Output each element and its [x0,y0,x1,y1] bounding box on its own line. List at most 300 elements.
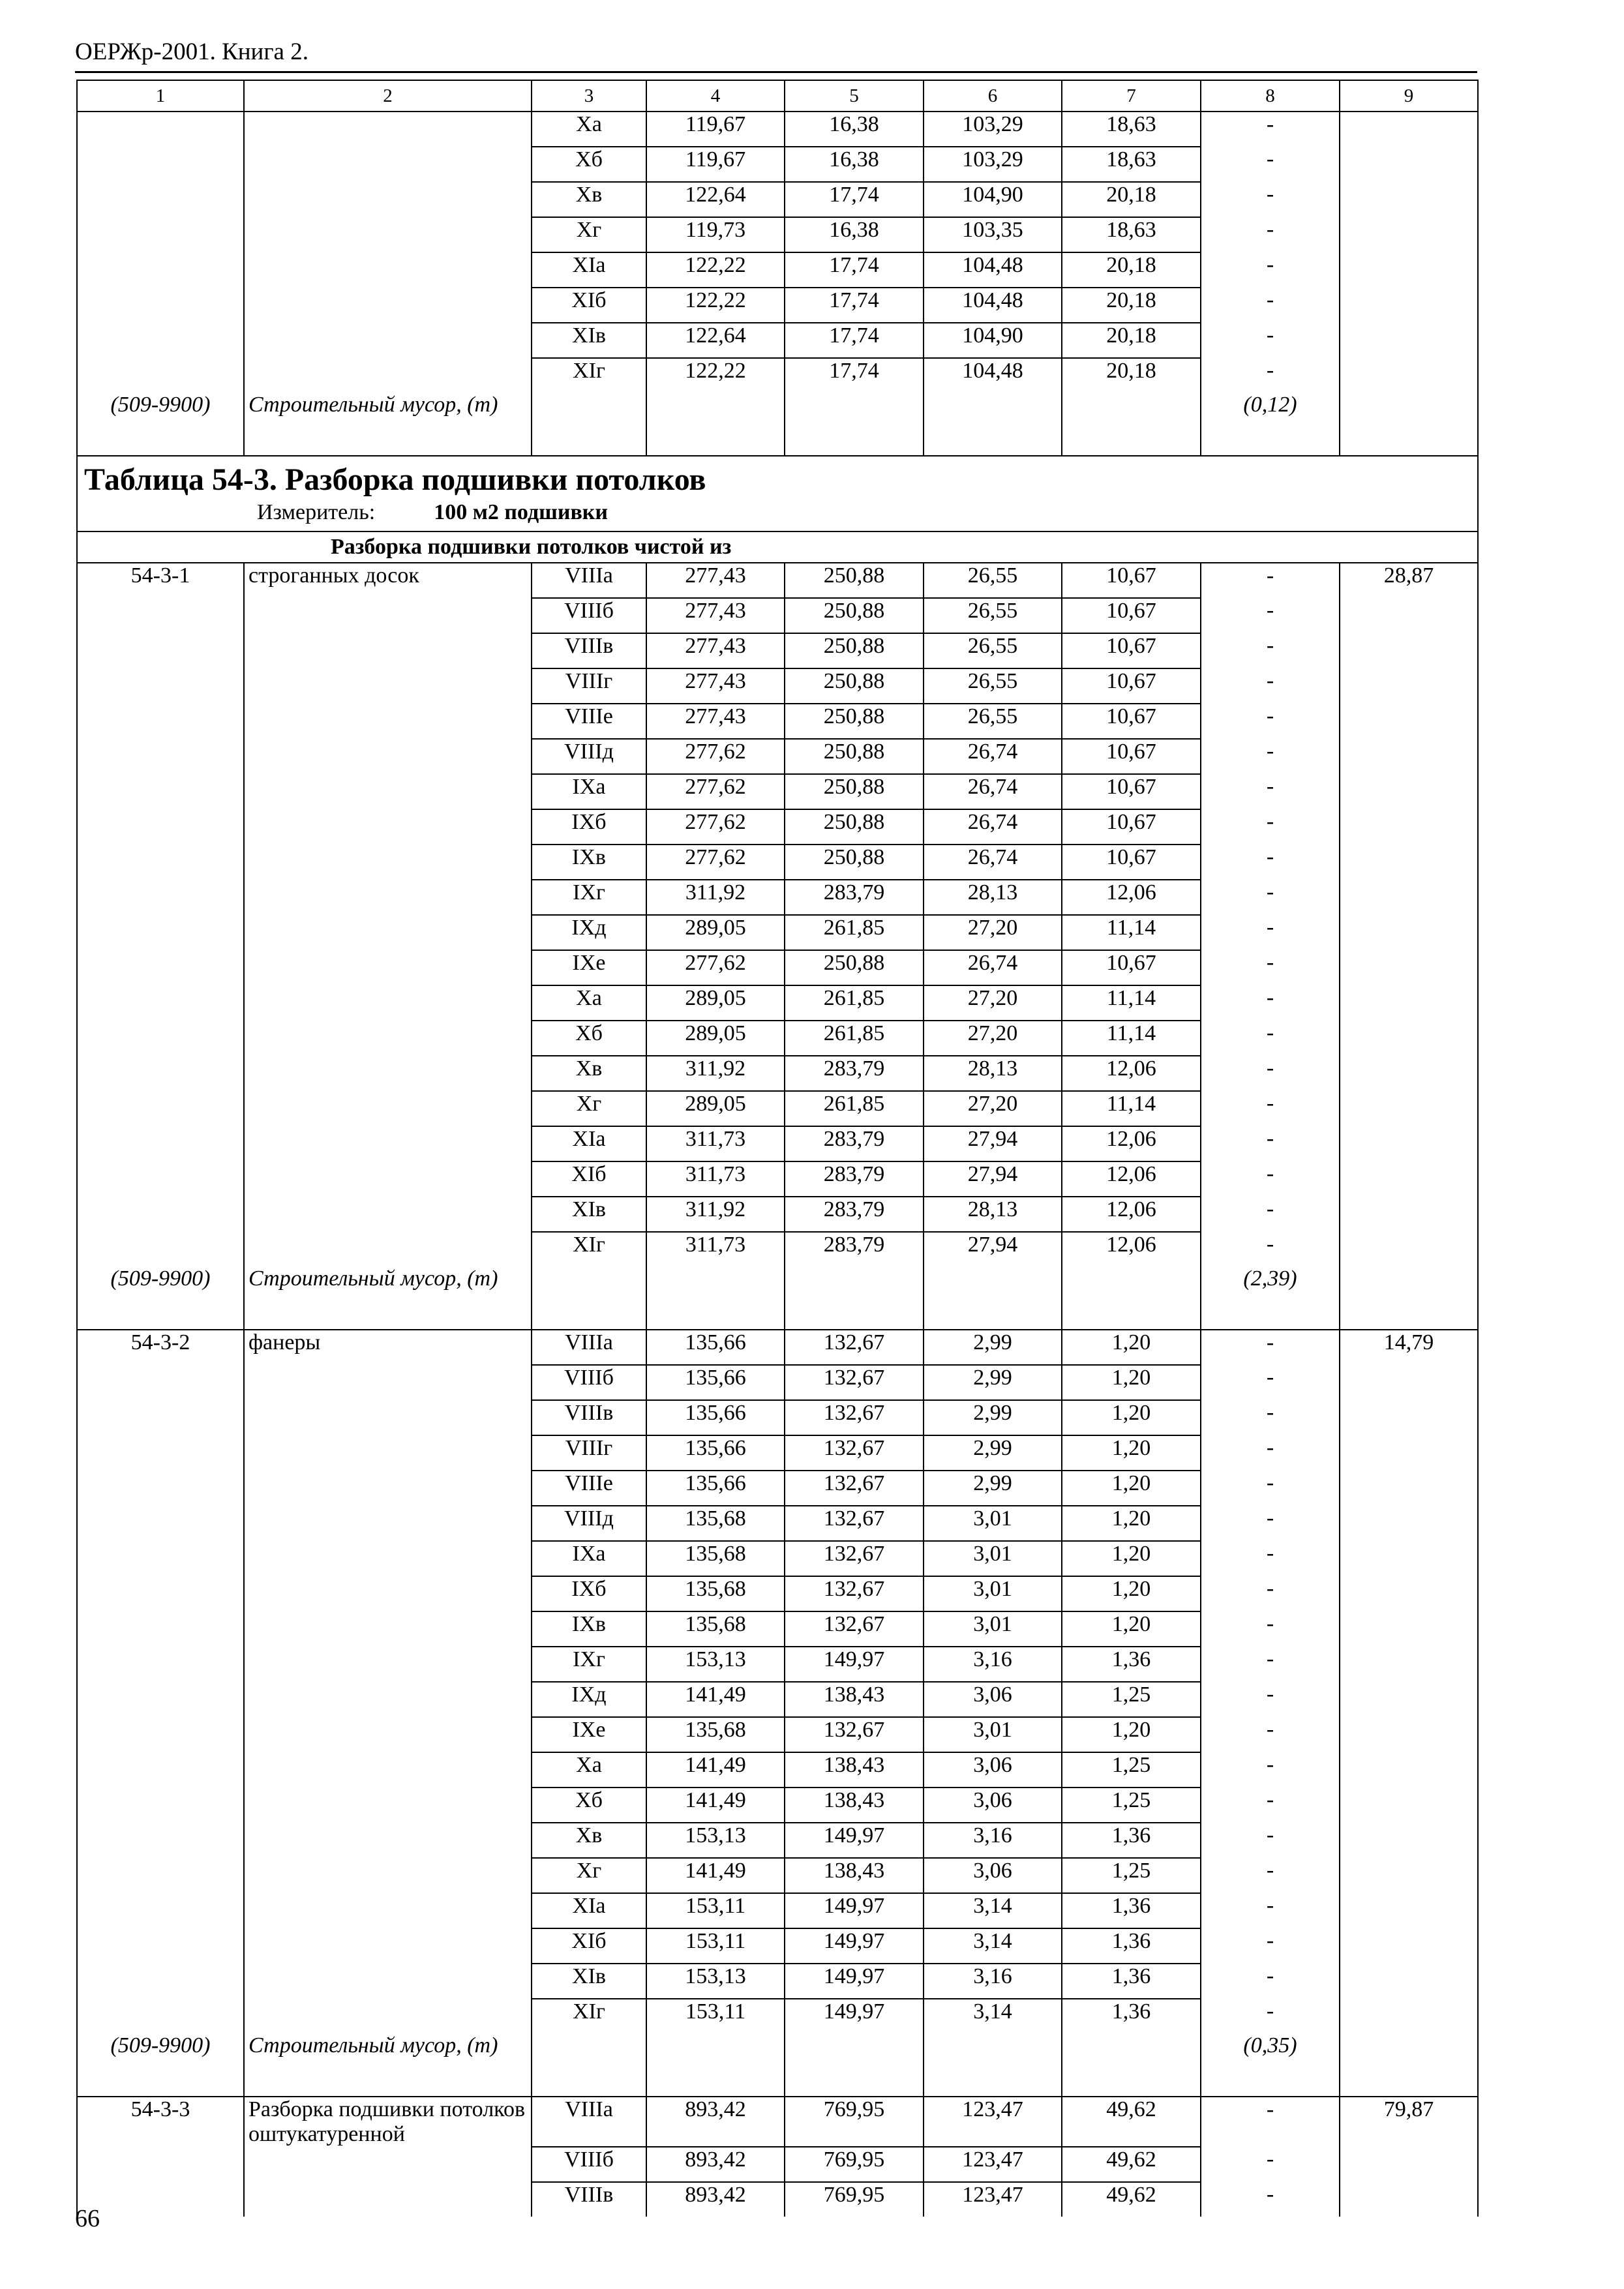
resource-name: Строительный мусор, (т) [244,393,532,456]
measure-value: 100 м2 подшивки [434,500,608,524]
labor-cost [1340,809,1478,845]
value-cell: 2,99 [924,1365,1062,1400]
value-cell: 11,14 [1062,985,1201,1021]
value-cell: 153,11 [646,1893,785,1928]
value-cell: 2,99 [924,1435,1062,1471]
value-cell: 20,18 [1062,323,1201,358]
table-title-row [77,456,1478,531]
empty-cell [924,393,1062,456]
value-cell: 149,97 [785,1928,924,1964]
table-row [77,1788,1478,1823]
value-cell: - [1201,1161,1340,1197]
table-row [77,112,1478,147]
value-cell: 153,11 [646,1999,785,2033]
zone-cell: XIв [532,1964,646,1999]
value-cell: 1,20 [1062,1717,1201,1752]
work-name [244,739,532,774]
value-cell: 3,16 [924,1647,1062,1682]
rate-code [77,2147,244,2182]
value-cell: 1,20 [1062,1611,1201,1647]
value-cell: 26,55 [924,668,1062,704]
value-cell: 122,22 [646,252,785,288]
value-cell: 1,25 [1062,1752,1201,1788]
resource-value: (0,35) [1201,2033,1340,2097]
empty-cell [532,393,646,456]
zone-cell: Xг [532,1858,646,1893]
value-cell: 18,63 [1062,112,1201,147]
work-name [244,1056,532,1091]
rate-code: 54-3-3 [77,2097,244,2147]
value-cell: 138,43 [785,1788,924,1823]
rate-code [77,1541,244,1576]
value-cell: 10,67 [1062,845,1201,880]
zone-cell: IXе [532,1717,646,1752]
empty-cell [1340,1266,1478,1330]
section-title-row [77,531,1478,563]
rate-code [77,147,244,182]
value-cell: - [1201,563,1340,598]
value-cell: 289,05 [646,915,785,950]
table-row [77,739,1478,774]
value-cell: 769,95 [785,2147,924,2182]
zone-cell: Xв [532,182,646,217]
table-row [77,1717,1478,1752]
value-cell: - [1201,252,1340,288]
zone-cell: Xа [532,985,646,1021]
value-cell: - [1201,217,1340,252]
column-number: 5 [785,80,924,112]
rate-code [77,704,244,739]
value-cell: 3,01 [924,1611,1062,1647]
value-cell: 17,74 [785,323,924,358]
value-cell: 135,68 [646,1541,785,1576]
value-cell: 12,06 [1062,1056,1201,1091]
value-cell: - [1201,2147,1340,2182]
value-cell: - [1201,1647,1340,1682]
table-row [77,1056,1478,1091]
labor-cost [1340,1091,1478,1126]
value-cell: 1,20 [1062,1541,1201,1576]
labor-cost [1340,668,1478,704]
work-name: строганных досок [244,563,532,598]
work-name [244,1400,532,1435]
value-cell: 311,92 [646,1197,785,1232]
debris-row [77,1266,1478,1330]
labor-cost [1340,1021,1478,1056]
labor-cost [1340,1999,1478,2033]
empty-cell [1062,393,1201,456]
value-cell: - [1201,1893,1340,1928]
work-name [244,1964,532,1999]
value-cell: 1,20 [1062,1400,1201,1435]
rate-code [77,1576,244,1611]
table-row [77,323,1478,358]
resource-value: (0,12) [1201,393,1340,456]
value-cell: 26,74 [924,739,1062,774]
rate-code [77,1365,244,1400]
zone-cell: Xа [532,1752,646,1788]
table-row [77,1400,1478,1435]
labor-cost: 28,87 [1340,563,1478,598]
rate-code [77,288,244,323]
value-cell: 893,42 [646,2147,785,2182]
labor-cost [1340,1893,1478,1928]
value-cell: - [1201,950,1340,985]
value-cell: 261,85 [785,1021,924,1056]
zone-cell: XIа [532,1893,646,1928]
rate-code [77,1021,244,1056]
work-name [244,915,532,950]
zone-cell: IXг [532,880,646,915]
empty-cell [785,2033,924,2097]
rate-code [77,668,244,704]
work-name: Разборка подшивки потолков оштукатуренной [244,2097,532,2147]
table-row [77,809,1478,845]
work-name [244,252,532,288]
work-name [244,1893,532,1928]
work-name [244,1647,532,1682]
empty-cell [1340,2033,1478,2097]
value-cell: 135,68 [646,1717,785,1752]
rate-code [77,1717,244,1752]
value-cell: 122,22 [646,288,785,323]
value-cell: - [1201,1330,1340,1365]
value-cell: 893,42 [646,2182,785,2217]
labor-cost [1340,1471,1478,1506]
zone-cell: XIв [532,323,646,358]
value-cell: 135,66 [646,1365,785,1400]
value-cell: 1,20 [1062,1471,1201,1506]
labor-cost [1340,1717,1478,1752]
value-cell: 135,66 [646,1471,785,1506]
value-cell: 104,48 [924,288,1062,323]
value-cell: - [1201,1365,1340,1400]
value-cell: - [1201,1823,1340,1858]
resource-name: Строительный мусор, (т) [244,2033,532,2097]
rate-code [77,1823,244,1858]
value-cell: 132,67 [785,1330,924,1365]
value-cell: - [1201,880,1340,915]
value-cell: 141,49 [646,1682,785,1717]
table-row [77,1161,1478,1197]
labor-cost [1340,915,1478,950]
rate-code [77,1611,244,1647]
zone-cell: VIIIе [532,1471,646,1506]
work-name [244,845,532,880]
empty-cell [785,393,924,456]
work-name [244,598,532,633]
labor-cost [1340,1400,1478,1435]
zone-cell: XIб [532,1928,646,1964]
rate-code [77,1232,244,1266]
value-cell: 10,67 [1062,598,1201,633]
debris-row [77,2033,1478,2097]
rate-code [77,633,244,668]
zone-cell: Xг [532,1091,646,1126]
resource-code: (509-9900) [77,393,244,456]
labor-cost [1340,1435,1478,1471]
value-cell: 12,06 [1062,880,1201,915]
value-cell: - [1201,112,1340,147]
rate-code [77,1647,244,1682]
value-cell: 26,74 [924,950,1062,985]
table-title: Таблица 54-3. Разборка подшивки потолков [84,462,706,497]
rate-code [77,1091,244,1126]
work-name [244,323,532,358]
zone-cell: VIIIа [532,2097,646,2147]
labor-cost [1340,1576,1478,1611]
value-cell: 2,99 [924,1471,1062,1506]
zone-cell: Xв [532,1056,646,1091]
value-cell: 283,79 [785,1056,924,1091]
value-cell: 10,67 [1062,739,1201,774]
table-row [77,1541,1478,1576]
value-cell: 11,14 [1062,915,1201,950]
table-row [77,1858,1478,1893]
value-cell: - [1201,358,1340,393]
value-cell: 311,73 [646,1161,785,1197]
table-row [77,950,1478,985]
labor-cost [1340,1126,1478,1161]
value-cell: 123,47 [924,2182,1062,2217]
zone-cell: VIIIб [532,1365,646,1400]
rate-code [77,598,244,633]
labor-cost [1340,252,1478,288]
table-row [77,1021,1478,1056]
empty-cell [532,1266,646,1330]
value-cell: - [1201,1682,1340,1717]
value-cell: 311,73 [646,1232,785,1266]
value-cell: - [1201,1999,1340,2033]
value-cell: 123,47 [924,2147,1062,2182]
table-row [77,563,1478,598]
rate-code [77,1471,244,1506]
value-cell: 149,97 [785,1893,924,1928]
value-cell: - [1201,1541,1340,1576]
rate-code [77,809,244,845]
labor-cost [1340,704,1478,739]
labor-cost [1340,1506,1478,1541]
zone-cell: IXа [532,1541,646,1576]
table-row [77,182,1478,217]
value-cell: 3,01 [924,1506,1062,1541]
value-cell: - [1201,1400,1340,1435]
value-cell: 1,36 [1062,1823,1201,1858]
value-cell: 1,36 [1062,1928,1201,1964]
value-cell: 27,20 [924,1021,1062,1056]
column-number: 6 [924,80,1062,112]
value-cell: 250,88 [785,563,924,598]
value-cell: 12,06 [1062,1232,1201,1266]
value-cell: 261,85 [785,985,924,1021]
value-cell: 27,20 [924,1091,1062,1126]
value-cell: 153,13 [646,1823,785,1858]
value-cell: 18,63 [1062,217,1201,252]
value-cell: 10,67 [1062,950,1201,985]
work-name [244,1788,532,1823]
labor-cost: 79,87 [1340,2097,1478,2147]
value-cell: 283,79 [785,1232,924,1266]
zone-cell: VIIIд [532,739,646,774]
value-cell: - [1201,739,1340,774]
rate-code [77,1506,244,1541]
value-cell: 141,49 [646,1858,785,1893]
labor-cost [1340,880,1478,915]
work-name: фанеры [244,1330,532,1365]
value-cell: 104,90 [924,323,1062,358]
value-cell: 103,35 [924,217,1062,252]
value-cell: 104,48 [924,358,1062,393]
value-cell: 1,36 [1062,1647,1201,1682]
table-row [77,1964,1478,1999]
table-row [77,1928,1478,1964]
empty-cell [646,2033,785,2097]
work-name [244,1365,532,1400]
table-row [77,1471,1478,1506]
work-name [244,1506,532,1541]
column-number: 9 [1340,80,1478,112]
value-cell: 10,67 [1062,809,1201,845]
work-name [244,1232,532,1266]
work-name [244,1576,532,1611]
value-cell: 122,64 [646,323,785,358]
zone-cell: Xа [532,112,646,147]
zone-cell: VIIIа [532,563,646,598]
empty-cell [532,2033,646,2097]
value-cell: 12,06 [1062,1161,1201,1197]
labor-cost [1340,774,1478,809]
work-name [244,1021,532,1056]
value-cell: - [1201,1021,1340,1056]
value-cell: 26,74 [924,809,1062,845]
value-cell: 153,13 [646,1647,785,1682]
value-cell: - [1201,1232,1340,1266]
work-name [244,774,532,809]
value-cell: 26,55 [924,563,1062,598]
value-cell: 3,06 [924,1858,1062,1893]
value-cell: 250,88 [785,809,924,845]
value-cell: 1,20 [1062,1435,1201,1471]
resource-value: (2,39) [1201,1266,1340,1330]
value-cell: 3,01 [924,1576,1062,1611]
labor-cost [1340,1197,1478,1232]
value-cell: 26,55 [924,633,1062,668]
table-row [77,668,1478,704]
zone-cell: IXд [532,915,646,950]
labor-cost [1340,598,1478,633]
debris-row [77,393,1478,456]
value-cell: 3,14 [924,1893,1062,1928]
work-name [244,112,532,147]
column-number: 2 [244,80,532,112]
rate-code [77,1788,244,1823]
rate-code [77,1964,244,1999]
measure-label: Измеритель: [257,500,376,524]
value-cell: - [1201,1717,1340,1752]
value-cell: 26,74 [924,774,1062,809]
value-cell: 132,67 [785,1611,924,1647]
zone-cell: IXб [532,1576,646,1611]
value-cell: 135,66 [646,1435,785,1471]
value-cell: 27,20 [924,985,1062,1021]
work-name [244,950,532,985]
work-name [244,1541,532,1576]
value-cell: - [1201,1576,1340,1611]
work-name [244,1126,532,1161]
rate-code: 54-3-1 [77,563,244,598]
zone-cell: Xб [532,1021,646,1056]
work-name [244,668,532,704]
labor-cost [1340,1365,1478,1400]
labor-cost [1340,323,1478,358]
empty-cell [924,2033,1062,2097]
table-row [77,1576,1478,1611]
zone-cell: VIIIв [532,633,646,668]
value-cell: 49,62 [1062,2147,1201,2182]
value-cell: 18,63 [1062,147,1201,182]
value-cell: - [1201,1197,1340,1232]
value-cell: 277,62 [646,950,785,985]
labor-cost [1340,1647,1478,1682]
rate-code [77,1682,244,1717]
table-row [77,252,1478,288]
value-cell: 27,94 [924,1126,1062,1161]
work-name [244,288,532,323]
value-cell: 104,90 [924,182,1062,217]
value-cell: 311,92 [646,880,785,915]
work-name [244,1682,532,1717]
value-cell: 132,67 [785,1506,924,1541]
value-cell: 153,11 [646,1928,785,1964]
header-rule [75,71,1477,73]
work-name [244,809,532,845]
labor-cost [1340,1056,1478,1091]
value-cell: 138,43 [785,1752,924,1788]
zone-cell: IXе [532,950,646,985]
value-cell: 104,48 [924,252,1062,288]
value-cell: 250,88 [785,774,924,809]
rates-table [76,80,1479,2217]
zone-cell: XIг [532,1999,646,2033]
labor-cost [1340,1611,1478,1647]
value-cell: 277,62 [646,739,785,774]
value-cell: 135,68 [646,1611,785,1647]
value-cell: 149,97 [785,1964,924,1999]
work-name [244,1823,532,1858]
zone-cell: XIб [532,288,646,323]
rate-code [77,182,244,217]
rate-code [77,323,244,358]
value-cell: - [1201,704,1340,739]
table-row [77,633,1478,668]
table-row [77,845,1478,880]
table-row [77,915,1478,950]
value-cell: 149,97 [785,1647,924,1682]
rate-code [77,1056,244,1091]
value-cell: 17,74 [785,252,924,288]
labor-cost [1340,1964,1478,1999]
work-name [244,217,532,252]
value-cell: 289,05 [646,985,785,1021]
work-name [244,1928,532,1964]
value-cell: 1,25 [1062,1682,1201,1717]
zone-cell: VIIIв [532,1400,646,1435]
value-cell: 289,05 [646,1021,785,1056]
table-row [77,704,1478,739]
value-cell: 1,20 [1062,1330,1201,1365]
value-cell: 138,43 [785,1858,924,1893]
zone-cell: Xг [532,217,646,252]
